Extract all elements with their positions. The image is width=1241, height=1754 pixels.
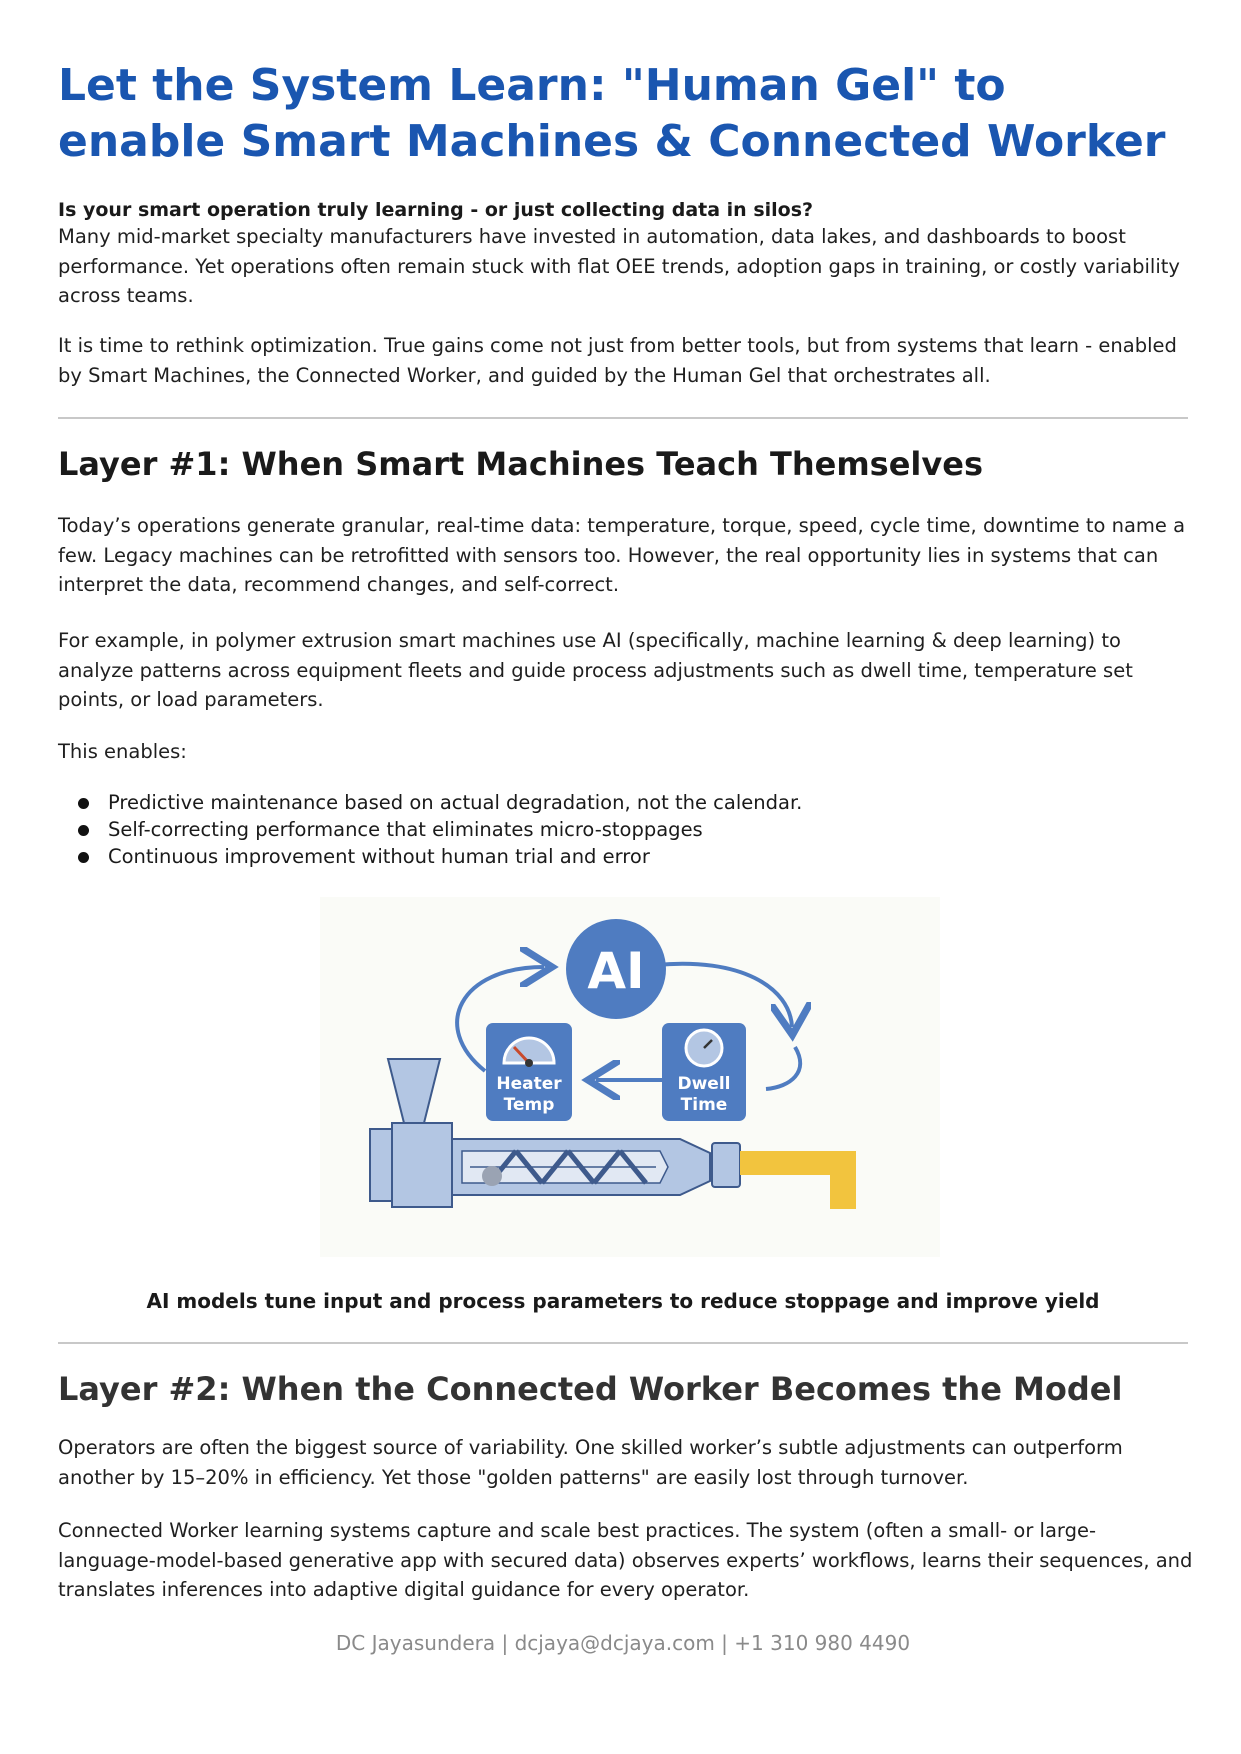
layer2-paragraph-2: Connected Worker learning systems capture and scale best practices. The system (often a small- or large-language-model-based generative app with secured data) observes experts’ workflows, learns their sequences, and translates inferences into adaptive digital guidance for every operator.: [58, 1519, 1193, 1601]
enables-label: This enables:: [58, 740, 187, 763]
intro-paragraph-1: Many mid-market specialty manufacturers have invested in automation, data lakes, and dashboards to boost performance. Yet operations often remain stuck with flat OEE trends, adoption gaps in training, or costly variability across teams.: [58, 225, 1180, 307]
ai-label: AI: [587, 942, 645, 1000]
dwell-label-line1: Dwell: [677, 1074, 731, 1094]
heater-label-line2: Temp: [503, 1095, 555, 1115]
feed-throat: [392, 1123, 452, 1207]
list-item: Continuous improvement without human trial and error: [58, 843, 802, 870]
extruder-ai-illustration: [320, 897, 940, 1257]
intro-question: Is your smart operation truly learning - or just collecting data in silos?: [58, 199, 814, 221]
benefit-list: [58, 789, 802, 870]
layer2-paragraph-1: Operators are often the biggest source of variability. One skilled worker’s subtle adjustments can outperform another by 15–20% in efficiency. Yet those "golden patterns" are easily lost through turnover.: [58, 1436, 1123, 1489]
heater-label-line1: Heater: [496, 1074, 562, 1094]
intro-paragraph-2: It is time to rethink optimization. True gains come not just from better tools, but from systems that learn - enabled by Smart Machines, the Connected Worker, and guided by the Human Gel that orchestrates all.: [58, 334, 1177, 387]
document-title: Let the System Learn: "Human Gel" to enable Smart Machines & Connected Worker: [58, 60, 1166, 167]
dwell-label-line2: Time: [680, 1095, 728, 1115]
list-item: Predictive maintenance based on actual degradation, not the calendar.: [58, 789, 802, 816]
author-contact-footer: DC Jayasundera | dcjaya@dcjaya.com | +1 310 980 4490: [335, 1631, 911, 1655]
material-pellet-icon: [482, 1166, 502, 1186]
list-item: Self-correcting performance that eliminates micro-stoppages: [58, 816, 802, 843]
section-divider: [58, 1342, 1188, 1344]
layer1-paragraph-1: Today’s operations generate granular, real-time data: temperature, torque, speed, cycle time, downtime to name a few. Legacy machines can be retrofitted with sensors too. However, the real opportunity lies in systems that can interpret the data, recommend changes, and self-correct.: [58, 514, 1186, 596]
layer1-heading: Layer #1: When Smart Machines Teach Themselves: [58, 445, 983, 483]
gauge-pivot-icon: [525, 1059, 533, 1067]
figure-caption: AI models tune input and process parameters to reduce stoppage and improve yield: [146, 1289, 1100, 1313]
extruder-die: [712, 1143, 740, 1187]
section-divider: [58, 417, 1188, 419]
layer1-paragraph-2: For example, in polymer extrusion smart machines use AI (specifically, machine learning & deep learning) to analyze patterns across equipment fleets and guide process adjustments such as dwell time, temperature set points, or load parameters.: [58, 629, 1133, 711]
layer2-heading: Layer #2: When the Connected Worker Becomes the Model: [58, 1370, 1123, 1408]
